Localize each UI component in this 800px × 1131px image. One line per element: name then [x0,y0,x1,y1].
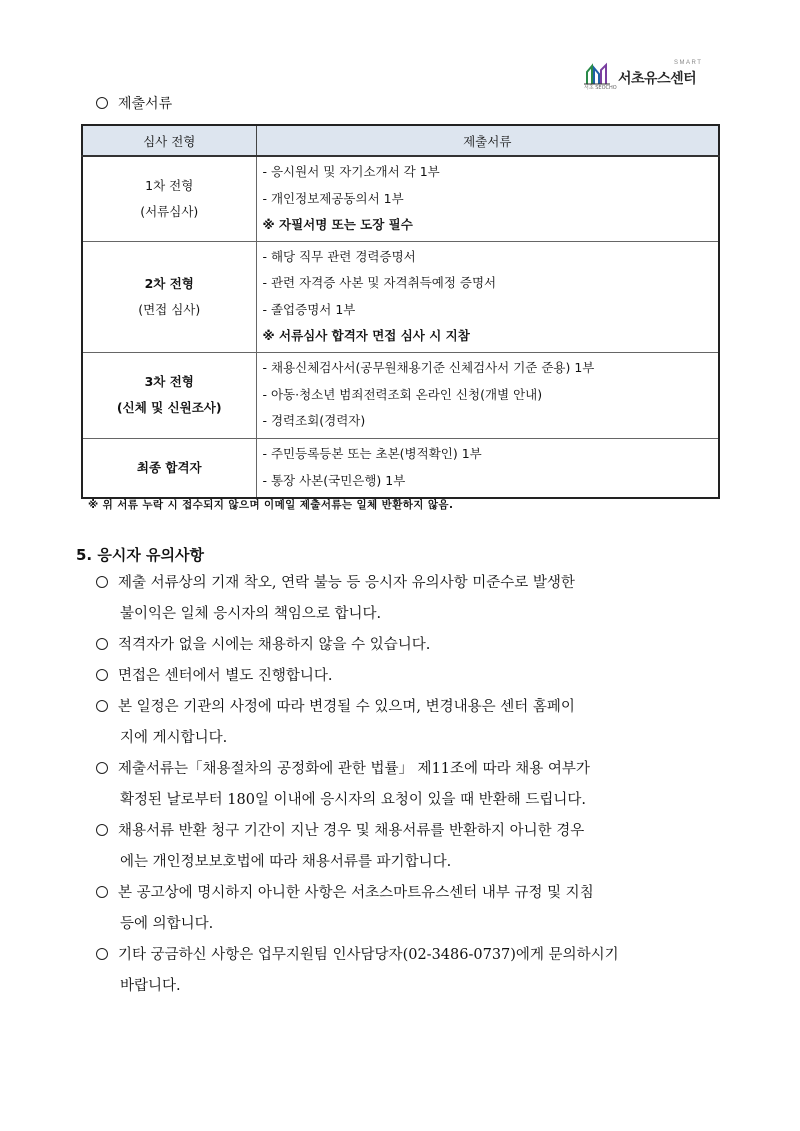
documents-cell [256,241,719,352]
circle-bullet-icon [96,638,108,650]
circle-bullet-icon [96,762,108,774]
document-note: ※ 자필서명 또는 도장 필수 [262,217,413,232]
document-item: - 채용신체검사서(공무원채용기준 신체검사서 기준 준용) 1부 [262,360,595,376]
document-item: - 경력조회(경력자) [262,413,366,429]
circle-bullet-icon [96,97,108,109]
list-item: 기타 궁금하신 사항은 업무지원팀 인사담당자(02-3486-0737)에게 문의하시기 바랍니다. [96,940,726,1002]
list-item: 제출서류는「채용절차의 공정화에 관한 법률」 제11조에 따라 채용 여부가 확정된 날로부터 180일 이내에 응시자의 요청이 있을 때 반환해 드립니다. [96,754,726,816]
stage-cell [82,352,256,438]
stage-name: 최종 합격자 [136,459,202,475]
table-footnote: ※ 위 서류 누락 시 접수되지 않으며 이메일 제출서류는 일체 반환하지 않음. [88,499,454,511]
document-item: - 개인정보제공동의서 1부 [262,190,404,206]
table-row [82,352,719,438]
circle-bullet-icon [96,824,108,836]
logo-subtext: 서초 SEOCHO [584,85,617,91]
header-stage: 심사 전형 [82,125,256,156]
stage-name: 3차 전형 [144,374,194,389]
stage-desc: (신체 및 신원조사) [116,400,222,415]
stage-cell [82,241,256,352]
logo-mark-icon [584,62,614,86]
circle-bullet-icon [96,886,108,898]
stage-cell [82,156,256,241]
document-item: - 주민등록등본 또는 초본(병적확인) 1부 [262,446,482,462]
stage-name: 1차 전형 [145,177,194,193]
docs-section-heading: 제출서류 [96,93,172,113]
list-item: 본 공고상에 명시하지 아니한 사항은 서초스마트유스센터 내부 규정 및 지침 등에 의합니다. [96,878,726,940]
list-item: 채용서류 반환 청구 기간이 지난 경우 및 채용서류를 반환하지 아니한 경우 에는 개인정보보호법에 따라 채용서류를 파기합니다. [96,816,726,878]
documents-cell [256,156,719,241]
stage-name: 2차 전형 [144,275,194,291]
list-item: 제출 서류상의 기재 착오, 연락 불능 등 응시자 유의사항 미준수로 발생한 불이익은 일체 응시자의 책임으로 합니다. [96,568,726,630]
section-5-title: 5. 응시자 유의사항 [76,546,205,564]
stage-cell [82,438,256,498]
stage-desc: (면접 심사) [138,301,201,317]
circle-bullet-icon [96,576,108,588]
list-item: 본 일정은 기관의 사정에 따라 변경될 수 있으며, 변경내용은 센터 홈페이 지에 게시합니다. [96,692,726,754]
center-logo [584,60,704,94]
document-item: - 졸업증명서 1부 [262,301,356,317]
stage-desc: (서류심사) [140,203,199,219]
document-item: - 응시원서 및 자기소개서 각 1부 [262,164,440,179]
circle-bullet-icon [96,669,108,681]
document-note: ※ 서류심사 합격자 면접 심사 시 지참 [262,328,470,343]
documents-table [81,124,720,499]
table-row [82,438,719,498]
document-item: - 관련 자격증 사본 및 자격취득예정 증명서 [262,275,497,290]
circle-bullet-icon [96,948,108,960]
documents-cell [256,438,719,498]
list-item: 면접은 센터에서 별도 진행합니다. [96,661,726,692]
logo-smart-text: SMART [674,60,703,66]
precautions-list [96,568,726,1002]
header-documents: 제출서류 [256,125,719,156]
circle-bullet-icon [96,700,108,712]
document-item: - 통장 사본(국민은행) 1부 [262,472,406,488]
logo-name: 서초유스센터 [618,71,697,87]
document-item: - 아동·청소년 범죄전력조회 온라인 신청(개별 안내) [262,386,543,402]
table-row [82,241,719,352]
table-header-row [82,125,719,156]
table-row [82,156,719,241]
list-item: 적격자가 없을 시에는 채용하지 않을 수 있습니다. [96,630,726,661]
documents-cell [256,352,719,438]
document-item: - 해당 직무 관련 경력증명서 [262,248,416,264]
